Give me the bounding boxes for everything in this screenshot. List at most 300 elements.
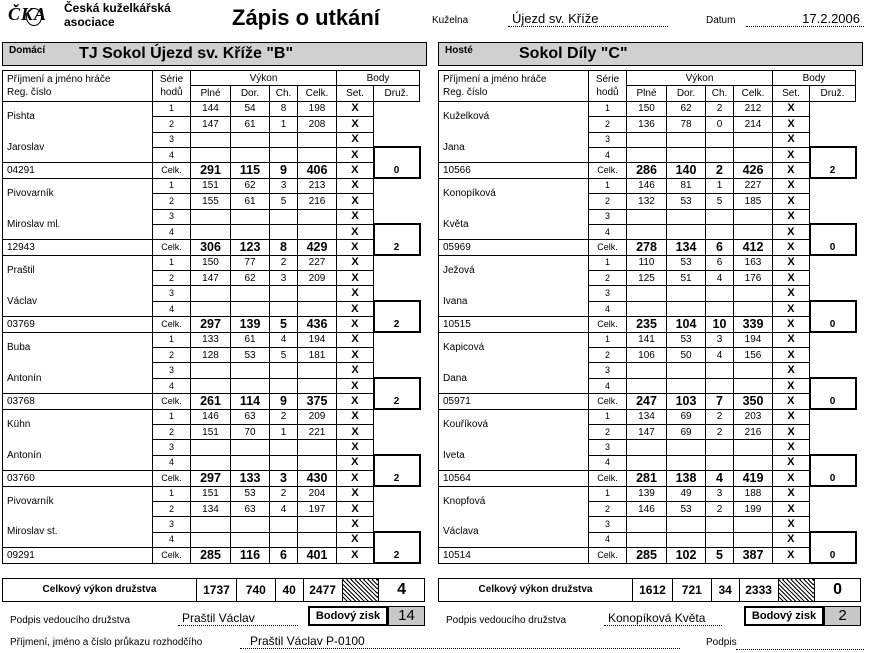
- series-value[interactable]: [706, 440, 734, 455]
- set-mark[interactable]: X: [773, 132, 810, 147]
- series-value[interactable]: 4: [270, 501, 298, 516]
- series-value[interactable]: 3: [270, 178, 298, 193]
- series-value[interactable]: 194: [734, 332, 773, 347]
- series-value[interactable]: [191, 301, 231, 316]
- series-value[interactable]: 125: [627, 271, 667, 286]
- series-value[interactable]: 5: [706, 194, 734, 209]
- series-value[interactable]: [627, 455, 667, 470]
- series-value[interactable]: 199: [734, 501, 773, 516]
- series-value[interactable]: [298, 132, 337, 147]
- series-value[interactable]: 2: [706, 424, 734, 439]
- set-mark[interactable]: X: [773, 317, 810, 332]
- series-value[interactable]: 146: [627, 178, 667, 193]
- series-value[interactable]: [667, 132, 706, 147]
- series-value[interactable]: [734, 147, 773, 162]
- series-value[interactable]: [734, 517, 773, 532]
- player-reg-number[interactable]: 03760: [3, 471, 153, 486]
- series-value[interactable]: [706, 286, 734, 301]
- series-value[interactable]: 51: [667, 271, 706, 286]
- series-value[interactable]: 176: [734, 271, 773, 286]
- set-mark[interactable]: X: [337, 163, 374, 178]
- series-value[interactable]: 216: [734, 424, 773, 439]
- series-value[interactable]: [270, 455, 298, 470]
- player-surname[interactable]: Buba: [3, 332, 153, 363]
- series-value[interactable]: [298, 147, 337, 162]
- player-reg-number[interactable]: 09291: [3, 548, 153, 563]
- series-value[interactable]: [734, 363, 773, 378]
- set-mark[interactable]: X: [337, 363, 374, 378]
- player-first-name[interactable]: Václav: [3, 286, 153, 317]
- set-mark[interactable]: X: [773, 348, 810, 363]
- series-value[interactable]: 150: [191, 255, 231, 270]
- series-value[interactable]: 110: [627, 255, 667, 270]
- series-value[interactable]: [298, 224, 337, 239]
- player-reg-number[interactable]: 03768: [3, 394, 153, 409]
- player-reg-number[interactable]: 05971: [439, 394, 589, 409]
- series-value[interactable]: [231, 532, 270, 547]
- series-value[interactable]: 0: [706, 117, 734, 132]
- series-value[interactable]: [627, 363, 667, 378]
- series-value[interactable]: [627, 440, 667, 455]
- series-value[interactable]: [706, 301, 734, 316]
- series-value[interactable]: 209: [298, 409, 337, 424]
- series-value[interactable]: [734, 209, 773, 224]
- set-mark[interactable]: X: [337, 532, 374, 547]
- series-value[interactable]: [191, 532, 231, 547]
- series-value[interactable]: 185: [734, 194, 773, 209]
- set-mark[interactable]: X: [773, 209, 810, 224]
- player-surname[interactable]: Pivovarník: [3, 178, 153, 209]
- series-value[interactable]: 2: [706, 101, 734, 116]
- series-value[interactable]: 147: [191, 117, 231, 132]
- series-value[interactable]: 49: [667, 486, 706, 501]
- player-first-name[interactable]: Miroslav ml.: [3, 209, 153, 240]
- set-mark[interactable]: X: [773, 271, 810, 286]
- series-value[interactable]: 3: [706, 332, 734, 347]
- series-value[interactable]: 53: [667, 501, 706, 516]
- druz-blank: [374, 178, 420, 224]
- series-value[interactable]: [734, 378, 773, 393]
- set-mark[interactable]: X: [773, 363, 810, 378]
- set-mark[interactable]: X: [337, 194, 374, 209]
- set-mark[interactable]: X: [773, 194, 810, 209]
- series-value[interactable]: [270, 301, 298, 316]
- series-value[interactable]: 106: [627, 348, 667, 363]
- player-first-name[interactable]: Antonín: [3, 440, 153, 471]
- set-mark[interactable]: X: [337, 317, 374, 332]
- series-value[interactable]: 139: [627, 486, 667, 501]
- set-mark[interactable]: X: [773, 224, 810, 239]
- player-surname[interactable]: Kapicová: [439, 332, 589, 363]
- player-reg-number[interactable]: 10515: [439, 317, 589, 332]
- series-value[interactable]: [706, 224, 734, 239]
- series-value[interactable]: 2: [270, 255, 298, 270]
- set-mark[interactable]: X: [773, 409, 810, 424]
- series-value[interactable]: 197: [298, 501, 337, 516]
- series-value[interactable]: 62: [231, 271, 270, 286]
- set-mark[interactable]: X: [773, 455, 810, 470]
- series-value[interactable]: [706, 378, 734, 393]
- series-value[interactable]: [667, 363, 706, 378]
- player-surname[interactable]: Praštil: [3, 255, 153, 286]
- series-value[interactable]: [706, 517, 734, 532]
- player-surname[interactable]: Konopíková: [439, 178, 589, 209]
- series-value[interactable]: [734, 301, 773, 316]
- set-mark[interactable]: X: [337, 271, 374, 286]
- set-mark[interactable]: X: [337, 378, 374, 393]
- series-value[interactable]: [231, 224, 270, 239]
- series-value[interactable]: [298, 363, 337, 378]
- series-value[interactable]: 144: [191, 101, 231, 116]
- series-value[interactable]: [667, 440, 706, 455]
- player-first-name[interactable]: Ivana: [439, 286, 589, 317]
- series-value[interactable]: 216: [298, 194, 337, 209]
- series-value[interactable]: 163: [734, 255, 773, 270]
- series-value[interactable]: [231, 455, 270, 470]
- series-value[interactable]: 141: [627, 332, 667, 347]
- set-mark[interactable]: X: [773, 163, 810, 178]
- set-mark[interactable]: X: [773, 101, 810, 116]
- series-value[interactable]: [627, 517, 667, 532]
- series-value[interactable]: 50: [667, 348, 706, 363]
- series-value[interactable]: [667, 532, 706, 547]
- series-value[interactable]: [667, 224, 706, 239]
- player-reg-number[interactable]: 12943: [3, 240, 153, 255]
- series-value[interactable]: [231, 363, 270, 378]
- series-value[interactable]: 61: [231, 332, 270, 347]
- series-value[interactable]: [734, 440, 773, 455]
- set-mark[interactable]: X: [773, 440, 810, 455]
- series-value[interactable]: [270, 147, 298, 162]
- series-value[interactable]: 4: [270, 332, 298, 347]
- series-value[interactable]: 147: [191, 271, 231, 286]
- series-value[interactable]: [270, 363, 298, 378]
- set-mark[interactable]: X: [337, 455, 374, 470]
- series-value[interactable]: 151: [191, 424, 231, 439]
- series-value[interactable]: 204: [298, 486, 337, 501]
- series-value[interactable]: [191, 147, 231, 162]
- series-value[interactable]: 156: [734, 348, 773, 363]
- set-mark[interactable]: X: [337, 224, 374, 239]
- series-value[interactable]: 214: [734, 117, 773, 132]
- series-value[interactable]: [734, 532, 773, 547]
- player-surname[interactable]: Pishta: [3, 101, 153, 132]
- series-value[interactable]: [706, 363, 734, 378]
- series-value[interactable]: 188: [734, 486, 773, 501]
- series-value[interactable]: 146: [191, 409, 231, 424]
- series-value[interactable]: 4: [706, 348, 734, 363]
- set-mark[interactable]: X: [337, 409, 374, 424]
- set-mark[interactable]: X: [337, 209, 374, 224]
- player-surname[interactable]: Knopfová: [439, 486, 589, 517]
- player-first-name[interactable]: Antonín: [3, 363, 153, 394]
- series-value[interactable]: [231, 378, 270, 393]
- series-value[interactable]: 81: [667, 178, 706, 193]
- player-reg-number[interactable]: 05969: [439, 240, 589, 255]
- player-surname[interactable]: Ježová: [439, 255, 589, 286]
- series-value[interactable]: [231, 147, 270, 162]
- series-value[interactable]: 53: [667, 255, 706, 270]
- set-mark[interactable]: X: [773, 424, 810, 439]
- series-value[interactable]: 3: [270, 271, 298, 286]
- set-mark[interactable]: X: [337, 301, 374, 316]
- set-mark[interactable]: X: [337, 240, 374, 255]
- series-number: 1: [589, 101, 627, 116]
- series-value[interactable]: [298, 301, 337, 316]
- series-value[interactable]: 77: [231, 255, 270, 270]
- series-value[interactable]: 203: [734, 409, 773, 424]
- series-value[interactable]: [667, 301, 706, 316]
- series-value[interactable]: [231, 132, 270, 147]
- series-value[interactable]: 4: [706, 271, 734, 286]
- set-mark[interactable]: X: [337, 117, 374, 132]
- series-value[interactable]: 128: [191, 348, 231, 363]
- series-value[interactable]: [627, 224, 667, 239]
- table-row: [439, 332, 856, 347]
- series-value[interactable]: 63: [231, 409, 270, 424]
- series-value[interactable]: 8: [270, 101, 298, 116]
- series-value[interactable]: 227: [734, 178, 773, 193]
- set-mark[interactable]: X: [337, 486, 374, 501]
- series-value[interactable]: 227: [298, 255, 337, 270]
- series-number: 3: [589, 363, 627, 378]
- series-value[interactable]: 61: [231, 194, 270, 209]
- set-mark[interactable]: X: [337, 255, 374, 270]
- series-value[interactable]: 133: [191, 332, 231, 347]
- series-value[interactable]: 2: [706, 409, 734, 424]
- series-value[interactable]: [270, 440, 298, 455]
- player-reg-number[interactable]: 10514: [439, 548, 589, 563]
- home-leader-field[interactable]: Praštil Václav: [178, 611, 298, 626]
- series-value[interactable]: 5: [270, 194, 298, 209]
- series-value[interactable]: 209: [298, 271, 337, 286]
- set-mark[interactable]: X: [337, 471, 374, 486]
- series-value[interactable]: [298, 455, 337, 470]
- series-value[interactable]: [706, 532, 734, 547]
- series-value[interactable]: 62: [231, 178, 270, 193]
- series-value[interactable]: [667, 147, 706, 162]
- set-mark[interactable]: X: [773, 532, 810, 547]
- series-value[interactable]: [191, 363, 231, 378]
- series-value[interactable]: 155: [191, 194, 231, 209]
- series-value[interactable]: [231, 209, 270, 224]
- series-value[interactable]: [734, 224, 773, 239]
- series-value[interactable]: [270, 532, 298, 547]
- set-mark[interactable]: X: [773, 501, 810, 516]
- series-value[interactable]: [734, 455, 773, 470]
- series-value[interactable]: 2: [270, 486, 298, 501]
- series-value[interactable]: [667, 455, 706, 470]
- set-mark[interactable]: X: [773, 286, 810, 301]
- series-value[interactable]: [191, 455, 231, 470]
- series-value[interactable]: [667, 378, 706, 393]
- set-mark[interactable]: X: [773, 378, 810, 393]
- set-mark[interactable]: X: [337, 101, 374, 116]
- set-mark[interactable]: X: [337, 501, 374, 516]
- series-value[interactable]: [627, 286, 667, 301]
- series-value[interactable]: [231, 301, 270, 316]
- series-value[interactable]: 198: [298, 101, 337, 116]
- set-mark[interactable]: X: [337, 132, 374, 147]
- series-value[interactable]: 70: [231, 424, 270, 439]
- series-value[interactable]: 132: [627, 194, 667, 209]
- series-value[interactable]: 150: [627, 101, 667, 116]
- player-first-name[interactable]: Iveta: [439, 440, 589, 471]
- guest-leader-field[interactable]: Konopíková Květa: [604, 611, 722, 626]
- series-value[interactable]: [627, 132, 667, 147]
- series-value[interactable]: [627, 301, 667, 316]
- set-mark[interactable]: X: [337, 332, 374, 347]
- series-value[interactable]: [191, 286, 231, 301]
- referee-field[interactable]: Praštil Václav P-0100: [240, 634, 680, 649]
- player-surname[interactable]: Kuželková: [439, 101, 589, 132]
- series-value[interactable]: 151: [191, 486, 231, 501]
- set-mark[interactable]: X: [337, 424, 374, 439]
- series-value[interactable]: 221: [298, 424, 337, 439]
- series-value[interactable]: [706, 132, 734, 147]
- set-mark[interactable]: X: [773, 394, 810, 409]
- series-value[interactable]: [270, 378, 298, 393]
- series-value[interactable]: 61: [231, 117, 270, 132]
- series-value[interactable]: 6: [706, 255, 734, 270]
- series-value[interactable]: 194: [298, 332, 337, 347]
- series-value[interactable]: 146: [627, 501, 667, 516]
- set-mark[interactable]: X: [773, 147, 810, 162]
- series-value[interactable]: 69: [667, 409, 706, 424]
- player-surname[interactable]: Kouříková: [439, 409, 589, 440]
- series-value[interactable]: [667, 517, 706, 532]
- series-value[interactable]: [298, 378, 337, 393]
- series-value[interactable]: 1: [270, 117, 298, 132]
- series-value[interactable]: [627, 378, 667, 393]
- series-value[interactable]: [706, 147, 734, 162]
- series-value[interactable]: 1: [270, 424, 298, 439]
- series-value[interactable]: [298, 440, 337, 455]
- series-value[interactable]: [627, 209, 667, 224]
- series-value[interactable]: 212: [734, 101, 773, 116]
- series-value[interactable]: 1: [706, 178, 734, 193]
- series-value[interactable]: 53: [231, 486, 270, 501]
- series-value[interactable]: 208: [298, 117, 337, 132]
- series-value[interactable]: [298, 532, 337, 547]
- series-value[interactable]: [191, 378, 231, 393]
- series-value[interactable]: 78: [667, 117, 706, 132]
- series-value[interactable]: [270, 132, 298, 147]
- set-mark[interactable]: X: [773, 471, 810, 486]
- series-value[interactable]: [231, 286, 270, 301]
- series-value[interactable]: [270, 209, 298, 224]
- set-mark[interactable]: X: [337, 147, 374, 162]
- series-value[interactable]: [298, 286, 337, 301]
- set-mark[interactable]: X: [337, 394, 374, 409]
- player-reg-number[interactable]: 10564: [439, 471, 589, 486]
- series-value[interactable]: 54: [231, 101, 270, 116]
- series-value[interactable]: [627, 532, 667, 547]
- series-value[interactable]: 2: [270, 409, 298, 424]
- series-value[interactable]: [270, 224, 298, 239]
- player-first-name[interactable]: Miroslav st.: [3, 517, 153, 548]
- series-value[interactable]: 213: [298, 178, 337, 193]
- set-mark[interactable]: X: [337, 548, 374, 563]
- set-mark[interactable]: X: [337, 348, 374, 363]
- series-value[interactable]: [298, 209, 337, 224]
- set-mark[interactable]: X: [337, 440, 374, 455]
- player-reg-number[interactable]: 10566: [439, 163, 589, 178]
- series-value[interactable]: 53: [231, 348, 270, 363]
- series-value[interactable]: [706, 455, 734, 470]
- series-value[interactable]: [191, 132, 231, 147]
- series-value[interactable]: 53: [667, 194, 706, 209]
- series-value[interactable]: [627, 147, 667, 162]
- series-value[interactable]: [734, 286, 773, 301]
- set-mark[interactable]: X: [773, 301, 810, 316]
- sign-line[interactable]: [736, 649, 864, 650]
- series-value[interactable]: [706, 209, 734, 224]
- series-value[interactable]: 134: [627, 409, 667, 424]
- date-field[interactable]: 17.2.2006: [746, 11, 864, 27]
- set-mark[interactable]: X: [337, 517, 374, 532]
- series-value[interactable]: 63: [231, 501, 270, 516]
- series-value[interactable]: [191, 209, 231, 224]
- series-value[interactable]: 181: [298, 348, 337, 363]
- series-value[interactable]: [191, 517, 231, 532]
- series-value[interactable]: [191, 224, 231, 239]
- table-row: [439, 486, 856, 501]
- player-first-name[interactable]: Jaroslav: [3, 132, 153, 163]
- venue-field[interactable]: Újezd sv. Kříže: [508, 11, 668, 27]
- set-mark[interactable]: X: [337, 178, 374, 193]
- player-first-name[interactable]: Dana: [439, 363, 589, 394]
- set-mark[interactable]: X: [773, 117, 810, 132]
- series-value[interactable]: [231, 517, 270, 532]
- player-first-name[interactable]: Květa: [439, 209, 589, 240]
- set-mark[interactable]: X: [773, 517, 810, 532]
- series-value[interactable]: 69: [667, 424, 706, 439]
- series-value[interactable]: [270, 286, 298, 301]
- set-mark[interactable]: X: [773, 486, 810, 501]
- series-value[interactable]: 136: [627, 117, 667, 132]
- series-value[interactable]: 134: [191, 501, 231, 516]
- series-number: 1: [153, 178, 191, 193]
- player-surname[interactable]: Pivovarník: [3, 486, 153, 517]
- series-value[interactable]: 5: [270, 348, 298, 363]
- player-reg-number[interactable]: 04291: [3, 163, 153, 178]
- series-value[interactable]: 2: [706, 501, 734, 516]
- series-value[interactable]: [667, 209, 706, 224]
- player-first-name[interactable]: Jana: [439, 132, 589, 163]
- series-value[interactable]: [231, 440, 270, 455]
- series-value[interactable]: [191, 440, 231, 455]
- series-value[interactable]: 147: [627, 424, 667, 439]
- series-value[interactable]: 3: [706, 486, 734, 501]
- set-mark[interactable]: X: [773, 332, 810, 347]
- set-mark[interactable]: X: [773, 240, 810, 255]
- series-value[interactable]: [667, 286, 706, 301]
- series-value[interactable]: [270, 517, 298, 532]
- player-surname[interactable]: Kühn: [3, 409, 153, 440]
- player-reg-number[interactable]: 03769: [3, 317, 153, 332]
- series-value[interactable]: [734, 132, 773, 147]
- set-mark[interactable]: X: [773, 548, 810, 563]
- series-value[interactable]: [298, 517, 337, 532]
- series-value[interactable]: 62: [667, 101, 706, 116]
- set-mark[interactable]: X: [337, 286, 374, 301]
- set-mark[interactable]: X: [773, 255, 810, 270]
- series-value[interactable]: 53: [667, 332, 706, 347]
- series-value[interactable]: 151: [191, 178, 231, 193]
- player-first-name[interactable]: Václava: [439, 517, 589, 548]
- set-mark[interactable]: X: [773, 178, 810, 193]
